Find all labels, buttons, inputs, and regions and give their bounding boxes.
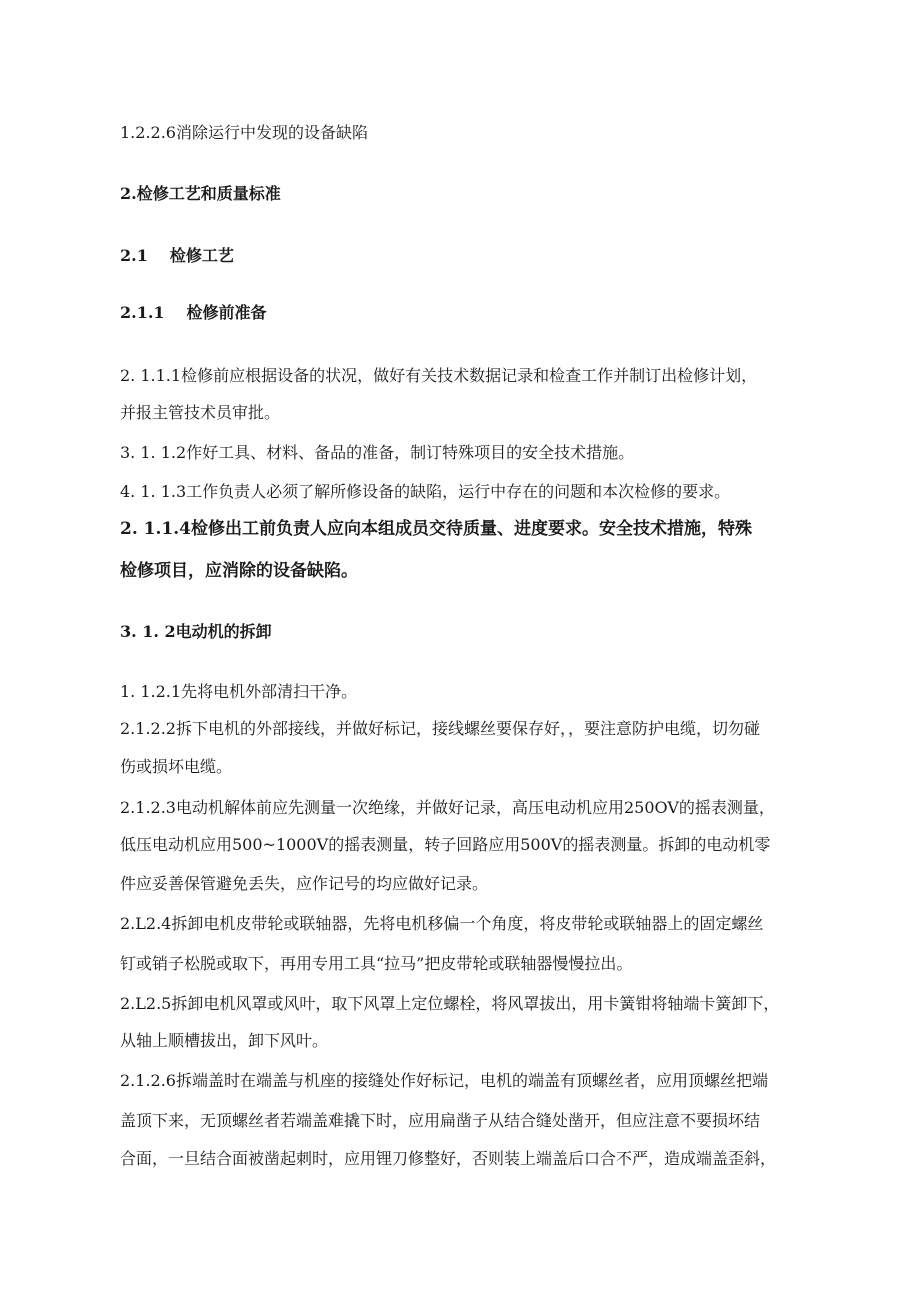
text-line: 2.L2.5拆卸电机风罩或风叶，取下风罩上定位螺栓，将风罩拔出，用卡簧钳将轴端卡簧卸下， (120, 994, 780, 1013)
text-line: 并报主管技术员审批。 (120, 403, 281, 422)
text-line: 合面，一旦结合面被凿起刺时，应用锂刀修整好，否则装上端盖后口合不严，造成端盖歪斜， (120, 1149, 777, 1168)
text-line: 从轴上顺槽拔出，卸下风叶。 (120, 1031, 329, 1050)
text-line: 2.1.2.2拆下电机的外部接线，并做好标记，接线螺丝要保存好，，要注意防护电缆，切勿碰 (120, 719, 760, 738)
text-line: 2.L2.4拆卸电机皮带轮或联轴器，先将电机移偏一个角度，将皮带轮或联轴器上的固定螺丝 (120, 914, 764, 933)
subsection-heading (120, 245, 234, 267)
text-line: 1.2.2.6消除运行中发现的设备缺陷 (120, 123, 368, 142)
bold-text-line: 2. 1.1.4检修出工前负责人应向本组成员交待质量、进度要求。安全技术措施，特殊 (120, 519, 752, 539)
text-line: 2. 1.1.1检修前应根据设备的状况，做好有关技术数据记录和检查工作并制订出检修计划， (120, 366, 758, 385)
text-line: 3. 1. 1.2作好工具、材料、备品的准备，制订特殊项目的安全技术措施。 (120, 443, 635, 462)
section-heading: 2.检修工艺和质量标准 (120, 184, 281, 203)
text-line: 钉或销子松脱或取下，再用专用工具“拉马”把皮带轮或联轴器慢慢拉出。 (120, 954, 633, 973)
text-line: 件应妥善保管避免丢失，应作记号的均应做好记录。 (120, 874, 489, 893)
bold-text-line: 检修项目，应消除的设备缺陷。 (120, 561, 358, 581)
subsection-heading: 3. 1. 2电动机的拆卸 (120, 622, 272, 641)
text-line: 盖顶下来，无顶螺丝者若端盖难撬下时，应用扁凿子从结合缝处凿开，但应注意不要损坏结 (120, 1111, 761, 1130)
text-line: 4. 1. 1.3工作负责人必须了解所修设备的缺陷，运行中存在的问题和本次检修的要求。 (120, 482, 731, 501)
text-line: 伤或损坏电缆。 (120, 757, 233, 776)
text-line: 1. 1.2.1先将电机外部清扫干净。 (120, 682, 358, 701)
text-line: 2.1.2.6拆端盖时在端盖与机座的接缝处作好标记，电机的端盖有顶螺丝者，应用顶螺丝把端 (120, 1071, 768, 1090)
heading-title: 检修工艺 (169, 246, 234, 265)
heading-number: 2.1.1 (120, 303, 165, 322)
text-line: 低压电动机应用500~1000V的摇表测量，转子回路应用500V的摇表测量。拆卸的电动机零 (120, 835, 771, 854)
text-line: 2.1.2.3电动机解体前应先测量一次绝缘，并做好记录，高压电动机应用250OV的摇表测量， (120, 798, 775, 817)
subsubsection-heading (120, 302, 267, 324)
heading-number: 2.1 (120, 246, 148, 265)
heading-title: 检修前准备 (186, 303, 267, 322)
